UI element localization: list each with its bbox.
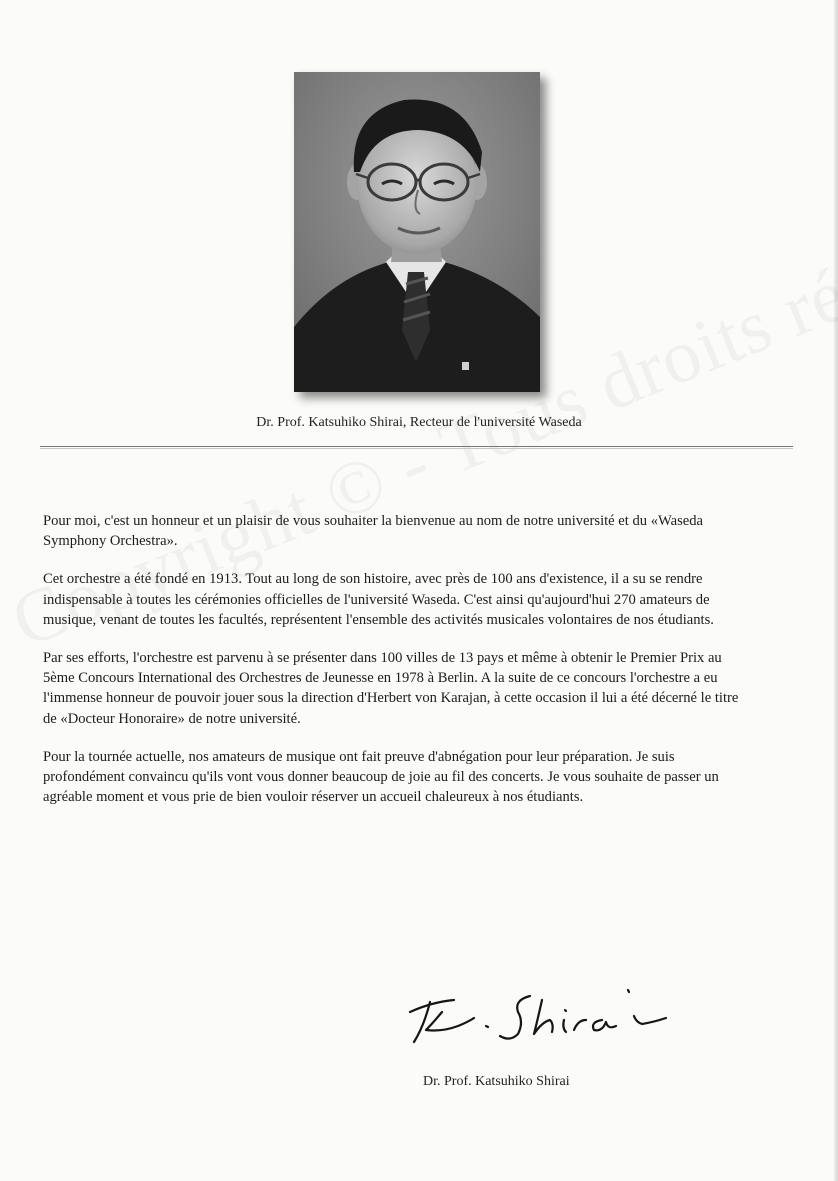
page-edge xyxy=(834,0,838,1181)
letter-paragraph: Pour moi, c'est un honneur et un plaisir de vous souhaiter la bienvenue au nom de notre université et du «Waseda Symphony Orchestra». xyxy=(43,513,704,550)
portrait-caption: Dr. Prof. Katsuhiko Shirai, Recteur de l'université Waseda xyxy=(256,415,582,430)
portrait-photo xyxy=(294,72,540,392)
letter-paragraph: Cet orchestre a été fondé en 1913. Tout au long de son histoire, avec près de 100 ans d'existence, il a su se rendre indispensable à toutes les cérémonies officielles de l'université Waseda. C'est ainsi qu'aujourd'hui 270 amateurs de musique, venant de toutes les facultés, représentent l'ensemble des activités musicales volontaires de nos étudiants. xyxy=(43,571,714,628)
letter-body xyxy=(43,511,751,825)
signer-name: Dr. Prof. Katsuhiko Shirai xyxy=(423,1074,570,1089)
handwritten-signature xyxy=(402,982,674,1052)
section-divider xyxy=(40,446,793,447)
letter-paragraph: Par ses efforts, l'orchestre est parvenu à se présenter dans 100 villes de 13 pays et même à obtenir le Premier Prix au 5ème Concours International des Orchestres de Jeunesse en 1978 à Berlin. A la suite de ce concours l'orchestre a eu l'immense honneur de pouvoir jouer sous la direction d'Herbert von Karajan, à cette occasion il lui a été décerné le titre de «Docteur Honoraire» de notre université. xyxy=(43,650,739,727)
letter-paragraph: Pour la tournée actuelle, nos amateurs de musique ont fait preuve d'abnégation pour leur préparation. Je suis profondément convaincu qu'ils vont vous donner beaucoup de joie au fil des concerts. Je vous souhaite de passer un agréable moment et vous prie de bien vouloir réserver un accueil chaleureux à nos étudiants. xyxy=(43,748,719,806)
